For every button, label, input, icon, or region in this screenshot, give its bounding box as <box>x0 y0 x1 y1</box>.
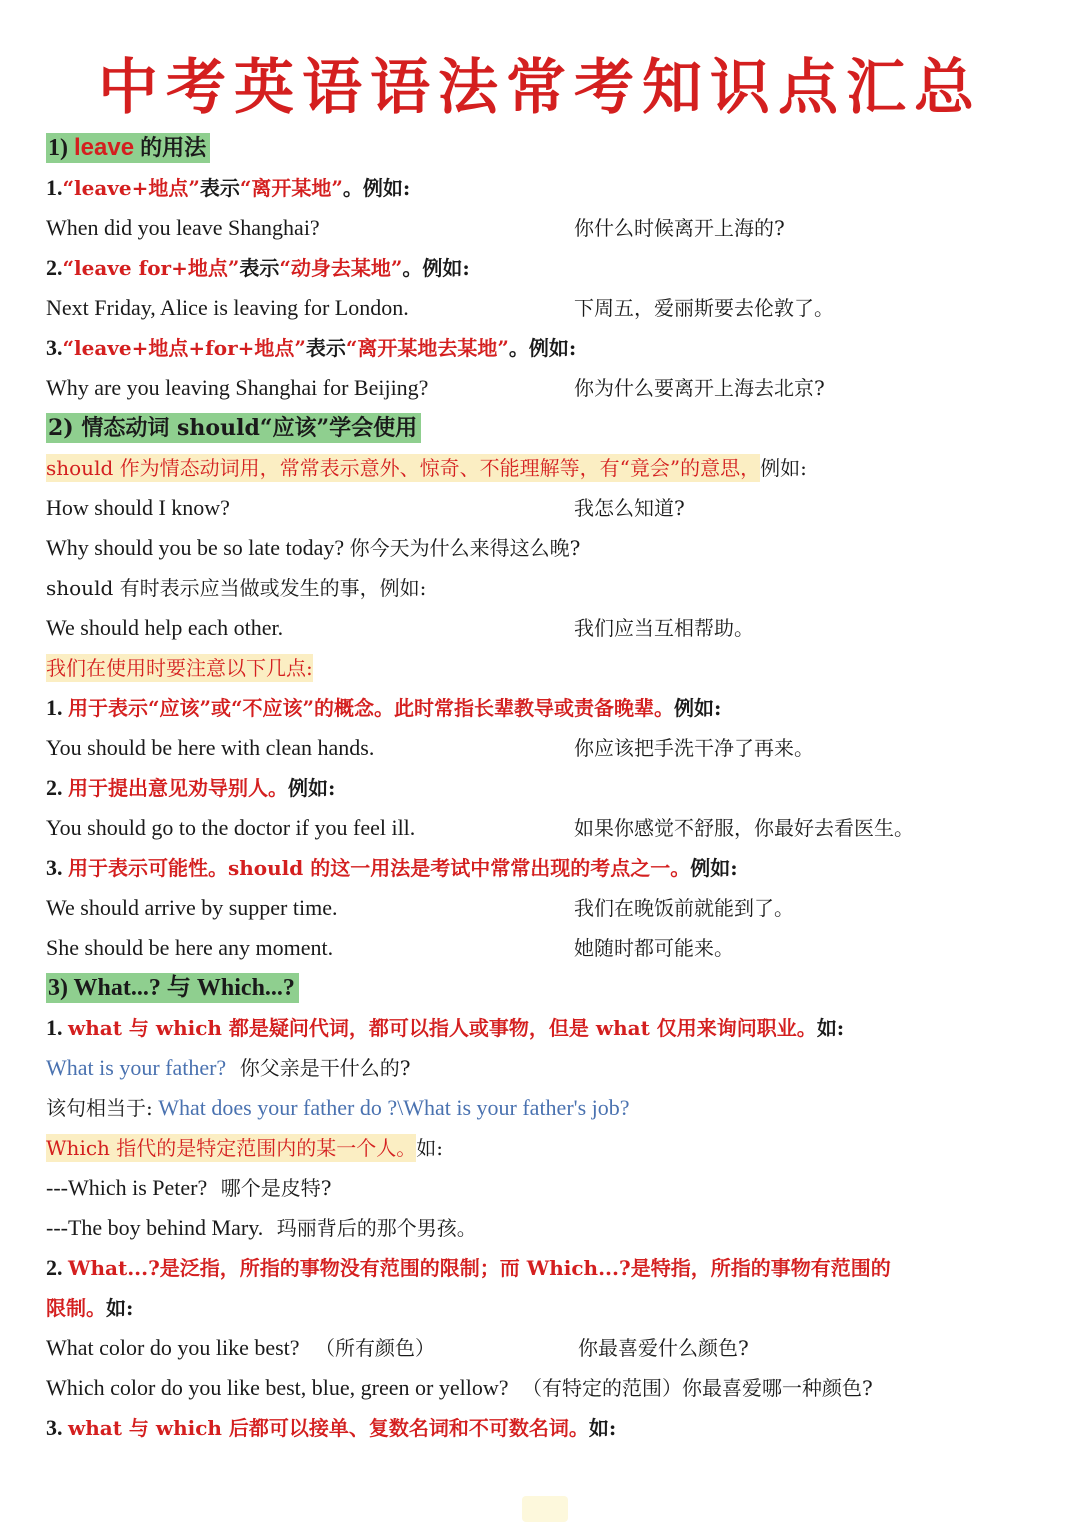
example-row <box>46 1048 410 1088</box>
example-chinese: 我怎么知道? <box>574 496 685 520</box>
rule-mid: 表示 <box>305 336 346 360</box>
example-chinese: 如果你感觉不舒服，你最好去看医生。 <box>574 816 914 840</box>
example-english: You should go to the doctor if you feel ill. <box>46 815 416 840</box>
example-row <box>46 728 814 768</box>
point-number: 2. <box>46 1255 63 1280</box>
example-row <box>46 928 734 968</box>
rule-1 <box>46 168 410 208</box>
example-row <box>46 208 785 248</box>
point-end: 如: <box>588 1416 617 1440</box>
point-1 <box>46 688 721 728</box>
dialogue-english: ---Which is Peter? <box>46 1175 208 1200</box>
rule-mid: 表示 <box>199 176 240 200</box>
example-chinese: 你父亲是干什么的? <box>239 1056 411 1080</box>
heading-highlight <box>46 133 210 163</box>
intro-end: 例如: <box>760 456 807 480</box>
example-english: Why should you be so late today? <box>46 535 345 560</box>
rule-number: 2. <box>46 255 63 280</box>
point-text: 用于表示可能性。should 的这一用法是考试中常常出现的考点之一。 <box>68 856 691 880</box>
example-english: She should be here any moment. <box>46 935 334 960</box>
rule-end: 。例如: <box>342 176 411 200</box>
keyword-leave: leave <box>74 134 135 161</box>
usage-notes <box>46 648 313 688</box>
dialogue-row <box>46 1168 332 1208</box>
heading-highlight: 3) What...? 与 Which...? <box>46 973 299 1003</box>
point-1 <box>46 1008 844 1048</box>
dialogue-row <box>46 1208 477 1248</box>
example-chinese: 你最喜爱哪一种颜色? <box>681 1376 873 1400</box>
section-heading-what-which <box>46 968 299 1008</box>
heading-rest: 的用法 <box>140 135 207 161</box>
section-heading-leave <box>46 128 210 168</box>
point-text: what 与 which 都是疑问代词，都可以指人或事物，但是 what 仅用来询问职业。 <box>68 1016 817 1040</box>
example-english: We should arrive by supper time. <box>46 895 338 920</box>
point-end: 如: <box>106 1296 134 1320</box>
example-english: You should be here with clean hands. <box>46 735 375 760</box>
example-chinese: 她随时都可能来。 <box>574 936 734 960</box>
equivalent-row <box>46 1088 630 1128</box>
which-end: 如: <box>416 1136 444 1160</box>
example-note: （有特定的范围） <box>521 1376 682 1400</box>
point-number: 3. <box>46 855 63 880</box>
point-2 <box>46 768 335 808</box>
point-end: 如: <box>816 1016 845 1040</box>
example-row <box>46 1368 873 1408</box>
rule-term: “leave for+地点” <box>62 256 240 280</box>
rule-term: “leave+地点+for+地点” <box>62 336 306 360</box>
example-chinese: 你什么时候离开上海的? <box>574 216 785 240</box>
rule-end: 。例如: <box>402 256 470 280</box>
section-number: 1) <box>48 135 68 161</box>
rule-end: 。例如: <box>508 336 577 360</box>
example-chinese: 你为什么要离开上海去北京? <box>574 376 825 400</box>
point-number: 2. <box>46 775 63 800</box>
equivalent-english: What does your father do ?\What is your father's job? <box>158 1095 630 1120</box>
example-note: （所有颜色） <box>315 1336 436 1360</box>
point-end: 例如: <box>674 696 722 720</box>
example-row <box>46 608 754 648</box>
example-chinese: 你应该把手洗干净了再来。 <box>574 736 814 760</box>
point-number: 1. <box>46 1015 63 1040</box>
notes-highlight: 我们在使用时要注意以下几点: <box>46 656 313 680</box>
page-title: 中考英语语法常考知识点汇总 <box>98 53 982 123</box>
dialogue-chinese: 哪个是皮特? <box>220 1176 332 1200</box>
point-text: What...?是泛指，所指的事物没有范围的限制；而 Which...?是特指，所指的事物有范围的 <box>68 1256 891 1280</box>
dialogue-english: ---The boy behind Mary. <box>46 1215 264 1240</box>
rule-2 <box>46 248 470 288</box>
point-text: 用于表示“应该”或“不应该”的概念。此时常指长辈教导或责备晚辈。 <box>68 696 675 720</box>
example-chinese: 下周五，爱丽斯要去伦敦了。 <box>574 296 834 320</box>
rule-meaning: “离开某地” <box>239 176 343 200</box>
should-also: should 有时表示应当做或发生的事，例如: <box>46 576 427 600</box>
example-english: What color do you like best? <box>46 1335 300 1360</box>
dialogue-chinese: 玛丽背后的那个男孩。 <box>276 1216 477 1240</box>
footer-highlight-mark <box>522 1496 568 1522</box>
section-heading-should <box>46 408 421 448</box>
example-row <box>46 368 825 408</box>
point-number: 3. <box>46 1415 63 1440</box>
should-intro <box>46 448 807 488</box>
point-2 <box>46 1248 891 1288</box>
example-english: Why are you leaving Shanghai for Beijing? <box>46 375 429 400</box>
rule-meaning: “离开某地去某地” <box>345 336 509 360</box>
equivalent-label: 该句相当于: <box>46 1096 153 1120</box>
point-number: 1. <box>46 695 63 720</box>
example-row <box>46 808 914 848</box>
point-2-continued <box>46 1288 133 1328</box>
point-text: 用于提出意见劝导别人。 <box>68 776 288 800</box>
rule-mid: 表示 <box>239 256 280 280</box>
example-row <box>46 288 834 328</box>
point-text: what 与 which 后都可以接单、复数名词和不可数名词。 <box>68 1416 589 1440</box>
point-end: 例如: <box>288 776 336 800</box>
example-row <box>46 888 794 928</box>
point-text: 限制。 <box>46 1296 106 1320</box>
rule-meaning: “动身去某地” <box>279 256 403 280</box>
example-chinese: 我们应当互相帮助。 <box>574 616 754 640</box>
example-english: Which color do you like best, blue, green or yellow? <box>46 1375 509 1400</box>
point-3 <box>46 848 738 888</box>
example-row <box>46 1328 749 1368</box>
rule-number: 1. <box>46 175 63 200</box>
example-english: What is your father? <box>46 1055 227 1080</box>
example-chinese: 你今天为什么来得这么晚? <box>349 536 581 560</box>
example-chinese: 我们在晚饭前就能到了。 <box>574 896 794 920</box>
point-3 <box>46 1408 616 1448</box>
which-highlight: Which 指代的是特定范围内的某一个人。 <box>46 1136 417 1160</box>
which-note <box>46 1128 443 1168</box>
intro-highlight: should 作为情态动词用，常常表示意外、惊奇、不能理解等，有“竟会”的意思， <box>46 456 761 480</box>
example-english: When did you leave Shanghai? <box>46 215 320 240</box>
example-english: How should I know? <box>46 495 230 520</box>
example-row <box>46 528 580 568</box>
rule-3 <box>46 328 576 368</box>
heading-highlight: 2) 情态动词 should“应该”学会使用 <box>46 413 421 443</box>
example-english: Next Friday, Alice is leaving for London. <box>46 295 409 320</box>
example-english: We should help each other. <box>46 615 284 640</box>
rule-term: “leave+地点” <box>62 176 200 200</box>
rule-number: 3. <box>46 335 63 360</box>
example-chinese: 你最喜爱什么颜色? <box>578 1336 749 1360</box>
point-end: 例如: <box>690 856 738 880</box>
example-row <box>46 488 685 528</box>
